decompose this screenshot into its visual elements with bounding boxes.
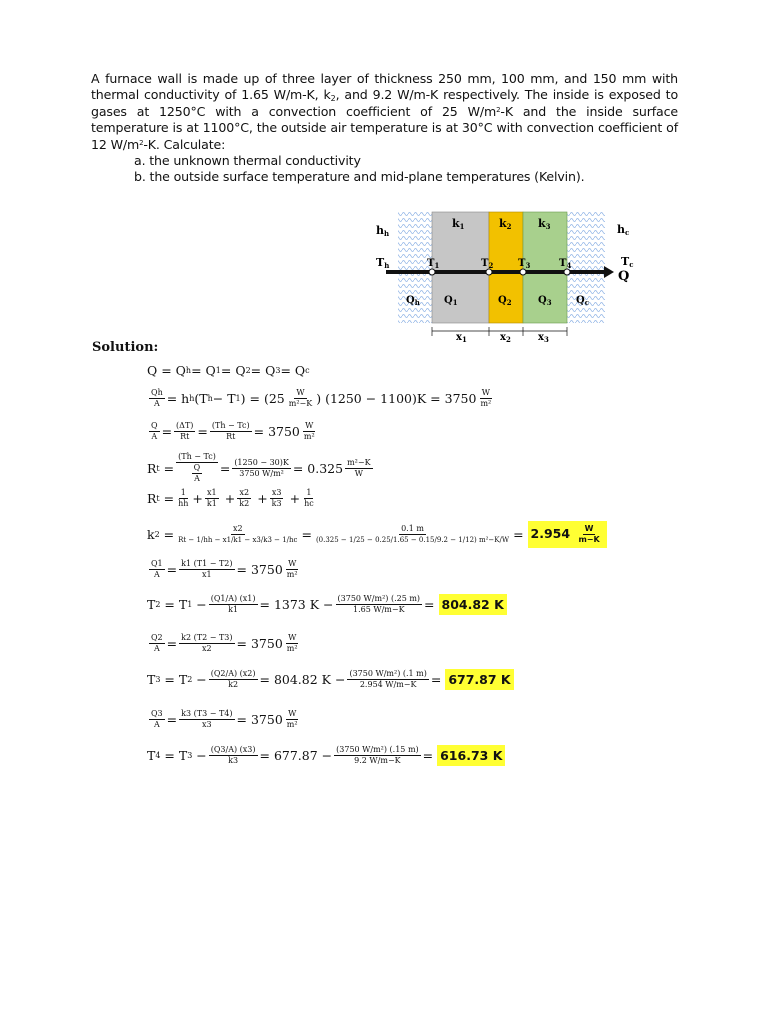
frac-num: W: [584, 524, 594, 533]
result-T4: 616.73 K: [437, 745, 505, 766]
label-T-h: Th: [376, 256, 390, 270]
frac-den: m²: [286, 720, 298, 729]
frac-num: (ΔT): [176, 421, 194, 430]
result-k2: 2.954 $\frac{W}{m-K}$: [528, 521, 607, 548]
fraction: [179, 633, 234, 654]
frac-num: (Q1/A) (x1): [210, 594, 256, 603]
frac-den: k3: [228, 756, 239, 765]
eq-text: =: [159, 491, 175, 506]
eq-text: +: [192, 491, 203, 506]
problem-line-4: temperature is at 1100°C, the outside air temperature is at 30°C with convection: [91, 120, 594, 136]
frac-den: [190, 463, 205, 484]
eq-text: = Q: [250, 363, 276, 378]
fraction: [314, 524, 511, 545]
frac-den: Rt: [180, 432, 190, 441]
frac-num: x2: [232, 524, 243, 533]
eq-text: = 3750: [236, 712, 283, 727]
eq-text: = T: [160, 597, 188, 612]
fraction: [285, 633, 300, 654]
frac-den: W: [354, 468, 363, 478]
task-item-b: b. the outside surface temperature and mid-plane temperatures (Kelvin).: [134, 169, 585, 185]
frac-den: (0.325 − 1/25 − 0.25/1.65 − 0.15/9.2 − 1/12) m²−K/W: [315, 536, 510, 544]
equation-T4: [147, 745, 505, 766]
label-x3: $x_3$: [538, 332, 549, 344]
fraction: [302, 421, 317, 442]
equation-resistance-sum: [147, 488, 318, 509]
frac-num: 1: [180, 488, 186, 497]
frac-num: (3750 W/m²) (.15 m): [336, 745, 419, 754]
fraction: [176, 524, 299, 545]
eq-text: +: [285, 491, 301, 506]
eq-text: = 1373 K −: [259, 597, 334, 612]
frac-num: Q3: [151, 709, 163, 718]
eq-text: k: [147, 527, 155, 542]
frac-num: Qh: [151, 388, 163, 397]
problem-line-3a: to gases at 1250°C with a convection coefficient of 25 W/m: [91, 87, 678, 119]
fraction: [209, 594, 258, 615]
frac-den: x3: [202, 720, 212, 729]
frac-den: A: [151, 432, 158, 441]
equation-flux-layer2: [147, 633, 302, 654]
eq-sub: 4: [155, 751, 161, 760]
eq-text: = T: [160, 748, 188, 763]
frac-den: 3750 W/m²: [239, 468, 284, 478]
frac-den: k1: [228, 605, 239, 614]
problem-statement: [91, 71, 678, 186]
fraction: [210, 421, 252, 442]
fraction: [209, 669, 258, 690]
fraction: [302, 488, 316, 509]
problem-line-2b: , and 9.2 W/m-K respectively. The inside is exposed: [335, 87, 661, 103]
frac-num: (1250 − 30)K: [234, 457, 289, 467]
frac-den: m²: [286, 644, 298, 653]
eq-text: = 3750: [236, 562, 283, 577]
problem-line-2a: thermal conductivity of 1.65 W/m-K, k: [91, 87, 331, 103]
label-h-c: hc: [617, 223, 630, 237]
eq-text: =: [301, 527, 312, 542]
eq-text: = 0.325: [292, 460, 344, 476]
eq-sub: 2: [245, 366, 251, 375]
eq-sub: 1: [187, 600, 193, 609]
frac-num: W: [296, 388, 305, 397]
eq-text: =: [513, 527, 528, 542]
frac-num: W: [288, 633, 297, 642]
fraction: [237, 488, 251, 509]
frac-den: A: [153, 570, 160, 579]
equation-T2: [147, 594, 507, 615]
result-T2: 804.82 K: [439, 594, 507, 615]
label-x2: $x_2$: [500, 332, 511, 344]
frac-den: m²: [303, 432, 315, 441]
frac-den: A: [153, 644, 160, 653]
eq-sub: 3: [187, 751, 193, 760]
frac-den: 9.2 W/m−K: [354, 756, 401, 765]
eq-sub: 3: [275, 366, 281, 375]
fraction: [285, 709, 300, 730]
problem-paragraph: [91, 71, 678, 153]
frac-num: (Th − Tc): [211, 421, 250, 430]
equation-convection-flux: [147, 388, 495, 409]
equation-flux-layer1: [147, 559, 302, 580]
equation-flux-layer3: [147, 709, 302, 730]
eq-text: =: [219, 460, 231, 476]
frac-den: k2: [239, 499, 250, 508]
eq-text: =: [159, 460, 175, 476]
eq-sub: h: [189, 394, 195, 403]
eq-text: R: [147, 460, 157, 476]
eq-sub: t: [156, 463, 160, 473]
label-T3: $T_3$: [518, 258, 531, 270]
fraction: [176, 452, 218, 484]
fraction: [149, 709, 165, 730]
eq-text: = h: [166, 391, 190, 406]
frac-num: W: [481, 388, 490, 397]
equation-k2: [147, 521, 607, 548]
frac-num: Q: [193, 463, 201, 472]
problem-line-5b: -K. Calculate:: [143, 136, 226, 152]
fraction: [209, 745, 258, 766]
arrow-head-icon: [604, 266, 614, 278]
fraction: [478, 388, 493, 409]
frac-den: hc: [304, 499, 314, 508]
eq-text: T: [147, 672, 156, 687]
fraction: [270, 488, 284, 509]
eq-sub: 1: [215, 366, 221, 375]
eq-sub: h: [207, 394, 213, 403]
frac-num: Q2: [151, 633, 163, 642]
frac-den: A: [153, 399, 160, 408]
eq-text: +: [220, 491, 236, 506]
eq-text: = 804.82 K −: [259, 672, 346, 687]
fraction: [336, 594, 423, 615]
fraction: [285, 559, 300, 580]
eq-text: ) (1250 − 1100)K = 3750: [316, 391, 477, 406]
frac-den: A: [194, 474, 200, 483]
eq-sub: 1: [235, 394, 241, 403]
eq-text: T: [147, 748, 156, 763]
label-Q-c: $Q_c$: [576, 295, 589, 307]
eq-text: =: [166, 636, 178, 651]
eq-text: −: [192, 597, 207, 612]
frac-num: k1 (T1 − T2): [181, 559, 233, 568]
frac-den: x1: [202, 570, 212, 579]
eq-text: = T: [160, 672, 188, 687]
eq-text: =: [166, 712, 178, 727]
frac-den: 2.954 W/m−K: [359, 680, 417, 689]
eq-text: = 677.87 −: [259, 748, 333, 763]
eq-text: = 3750: [236, 636, 283, 651]
frac-num: (Q3/A) (x3): [210, 745, 256, 754]
fraction: [345, 458, 372, 479]
eq-text: T: [147, 597, 156, 612]
frac-num: 0.1 m: [401, 524, 424, 533]
eq-text: − T: [212, 391, 236, 406]
frac-num: W: [288, 709, 297, 718]
composite-wall-diagram: [372, 205, 640, 350]
result-T3: 677.87 K: [445, 669, 513, 690]
eq-text: =: [161, 424, 173, 439]
label-k1: k1: [452, 217, 465, 231]
fraction: [232, 458, 291, 479]
frac-num: k3 (T3 − T4): [181, 709, 233, 718]
frac-num: Q: [151, 421, 158, 430]
frac-num: (3750 W/m²) (.25 m): [337, 594, 421, 603]
label-T2: $T_2$: [481, 258, 494, 270]
frac-num: m²−K: [347, 457, 371, 467]
frac-num: 1: [306, 488, 312, 497]
frac-den: m²: [480, 399, 492, 408]
frac-num: W: [288, 559, 297, 568]
eq-text: =: [166, 562, 178, 577]
fraction: [192, 463, 203, 484]
fraction: [576, 524, 601, 545]
frac-den: k3: [271, 499, 282, 508]
eq-text: −: [192, 748, 207, 763]
eq-sub: h: [185, 366, 192, 375]
problem-line-3b: -K and the inside surface: [500, 103, 678, 119]
fraction: [347, 669, 428, 690]
eq-text: (T: [194, 391, 208, 406]
eq-text: =: [424, 597, 439, 612]
label-T1: $T_1$: [427, 258, 440, 270]
label-Q: Q: [618, 269, 630, 284]
label-Q2: $Q_2$: [498, 295, 512, 307]
fraction: [179, 709, 234, 730]
eq-sub: 2: [154, 530, 160, 539]
task-item-a: a. the unknown thermal conductivity: [134, 153, 361, 169]
fraction: [174, 421, 195, 442]
eq-text: ) = (25: [240, 391, 285, 406]
eq-sub: 2: [187, 675, 193, 684]
eq-text: = Q: [280, 363, 306, 378]
eq-sub: 3: [155, 675, 161, 684]
task-list: [91, 153, 678, 186]
fraction: [334, 745, 421, 766]
label-Q-h: $Q_h$: [406, 295, 420, 307]
label-k2: k2: [499, 217, 512, 231]
problem-line-1: A furnace wall is made up of three layer of thickness 250 mm, 100 mm, and 150 mm with: [91, 71, 678, 86]
frac-den: A: [153, 720, 160, 729]
frac-den: k1: [206, 499, 217, 508]
label-T-c: Tc: [621, 255, 634, 269]
fraction: [149, 388, 165, 409]
eq-sub: c: [305, 366, 310, 375]
equation-flux-resistance: [147, 421, 319, 442]
eq-sub: 2: [155, 600, 161, 609]
eq-text: +: [253, 491, 268, 506]
fraction: [179, 559, 234, 580]
frac-num: k2 (T2 − T3): [181, 633, 233, 642]
frac-num: (3750 W/m²) (.1 m): [349, 669, 427, 678]
frac-num: (Th − Tc): [178, 452, 216, 461]
k2-subscript: 2: [330, 94, 336, 104]
eq-sub: t: [156, 494, 160, 503]
eq-text: Q = Q: [147, 363, 186, 378]
solution-heading: Solution:: [92, 340, 159, 355]
frac-num: W: [305, 421, 314, 430]
eq-text: =: [197, 424, 208, 439]
frac-den: m²−K: [288, 399, 313, 408]
frac-den: Rt − 1/hh − x1/k1 − x3/k3 − 1/hc: [178, 536, 298, 544]
fraction: [176, 488, 190, 509]
eq-text: = Q: [220, 363, 246, 378]
fraction: [149, 559, 165, 580]
frac-num: x1: [207, 488, 217, 497]
frac-den: 1.65 W/m−K: [353, 605, 405, 614]
exponent-2: 2: [496, 105, 501, 114]
problem-line-5a: coefficient of 12 W/m: [91, 120, 678, 152]
equation-T3: [147, 669, 514, 690]
fraction: [149, 633, 165, 654]
frac-den: x2: [202, 644, 212, 653]
frac-den: Rt: [226, 432, 236, 441]
eq-text: =: [422, 748, 438, 763]
frac-den: hh: [178, 499, 189, 508]
label-T4: $T_4$: [559, 258, 572, 270]
frac-num: (Q2/A) (x2): [210, 669, 256, 678]
fraction: [287, 388, 314, 409]
frac-num: x3: [271, 488, 282, 497]
eq-text: =: [159, 527, 175, 542]
exponent-2: 2: [139, 138, 144, 147]
frac-den: m−K: [578, 535, 600, 544]
frac-num: x2: [239, 488, 250, 497]
eq-text: R: [147, 491, 157, 506]
eq-text: =: [430, 672, 446, 687]
fraction: [205, 488, 219, 509]
label-Q1: $Q_1$: [444, 295, 458, 307]
eq-text: −: [192, 672, 207, 687]
frac-num: Q1: [151, 559, 163, 568]
label-h-h: hh: [376, 224, 390, 238]
eq-text: = Q: [191, 363, 216, 378]
label-Q3: $Q_3$: [538, 295, 552, 307]
label-x1: $x_1$: [456, 332, 467, 344]
fraction: [149, 421, 160, 442]
equation-heat-balance: [147, 363, 310, 378]
frac-den: k2: [228, 680, 239, 689]
frac-den: m²: [286, 570, 298, 579]
eq-text: = 3750: [253, 424, 300, 439]
equation-total-resistance: [147, 452, 375, 484]
label-k3: k3: [538, 217, 551, 231]
